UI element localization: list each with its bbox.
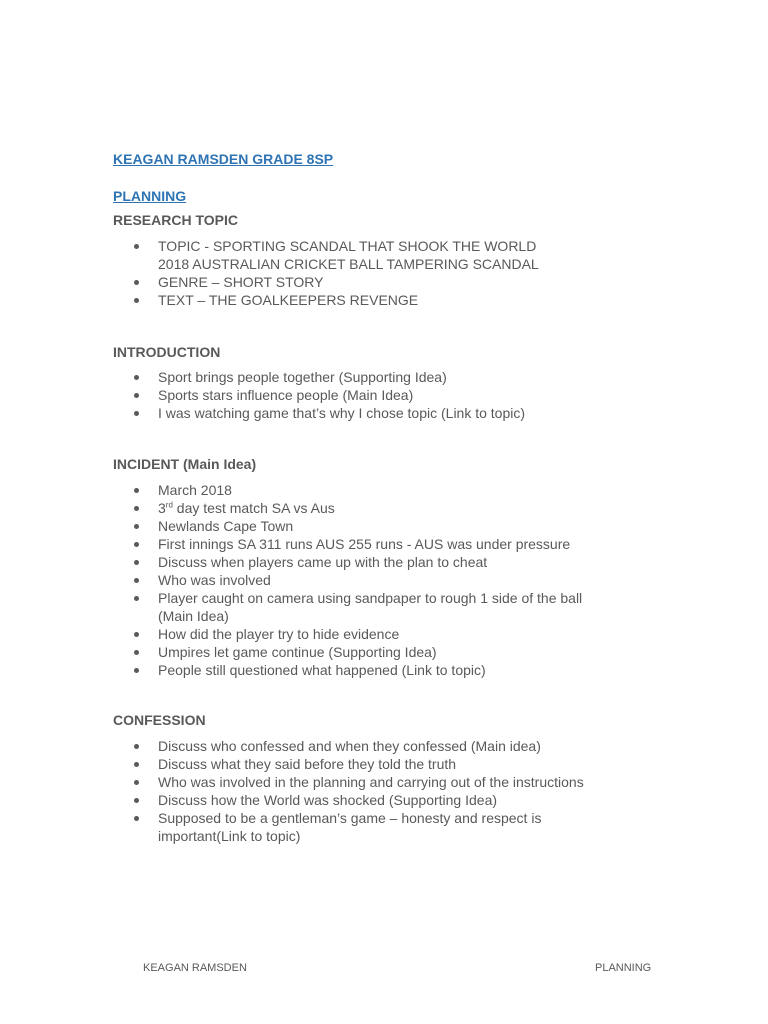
- introduction-heading: INTRODUCTION: [113, 344, 221, 360]
- planning-link[interactable]: PLANNING: [113, 188, 187, 204]
- list-item: TEXT – THE GOALKEEPERS REVENGE: [158, 291, 628, 309]
- list-item: TOPIC - SPORTING SCANDAL THAT SHOOK THE WORLD 2018 AUSTRALIAN CRICKET BALL TAMPERING SCANDAL: [158, 237, 628, 273]
- bullet-icon: [134, 668, 139, 673]
- bullet-icon: [134, 506, 139, 511]
- incident-heading: INCIDENT (Main Idea): [113, 456, 257, 472]
- list-item: Discuss how the World was shocked (Supporting Idea): [158, 791, 628, 809]
- bullet-icon: [134, 542, 139, 547]
- list-item: 3rd day test match SA vs Aus: [158, 499, 628, 517]
- list-item: Sports stars influence people (Main Idea): [158, 386, 628, 404]
- footer-section: PLANNING: [595, 962, 652, 974]
- bullet-icon: [134, 244, 139, 249]
- incident-list: [158, 481, 628, 679]
- list-item: First innings SA 311 runs AUS 255 runs - AUS was under pressure: [158, 535, 628, 553]
- list-item: Discuss what they said before they told the truth: [158, 755, 628, 773]
- bullet-icon: [134, 375, 139, 380]
- document-title-link[interactable]: KEAGAN RAMSDEN GRADE 8SP: [113, 151, 334, 167]
- bullet-icon: [134, 632, 139, 637]
- confession-heading: CONFESSION: [113, 712, 206, 728]
- list-item: Discuss who confessed and when they confessed (Main idea): [158, 737, 628, 755]
- bullet-icon: [134, 298, 139, 303]
- list-item: Sport brings people together (Supporting Idea): [158, 368, 628, 386]
- list-item: Who was involved: [158, 571, 628, 589]
- bullet-icon: [134, 488, 139, 493]
- bullet-icon: [134, 650, 139, 655]
- list-item: GENRE – SHORT STORY: [158, 273, 628, 291]
- list-item: Supposed to be a gentleman’s game – honesty and respect is important(Link to topic): [158, 809, 628, 845]
- confession-list: [158, 737, 628, 845]
- bullet-icon: [134, 578, 139, 583]
- research-topic-list: [158, 237, 628, 309]
- bullet-icon: [134, 524, 139, 529]
- list-item: Newlands Cape Town: [158, 517, 628, 535]
- bullet-icon: [134, 280, 139, 285]
- bullet-icon: [134, 798, 139, 803]
- bullet-icon: [134, 393, 139, 398]
- footer-author: KEAGAN RAMSDEN: [143, 962, 247, 974]
- list-item: Player caught on camera using sandpaper to rough 1 side of the ball (Main Idea): [158, 589, 628, 625]
- bullet-icon: [134, 560, 139, 565]
- list-item: Discuss when players came up with the plan to cheat: [158, 553, 628, 571]
- list-item: People still questioned what happened (Link to topic): [158, 661, 628, 679]
- bullet-icon: [134, 744, 139, 749]
- bullet-icon: [134, 816, 139, 821]
- list-item: How did the player try to hide evidence: [158, 625, 628, 643]
- list-item: Umpires let game continue (Supporting Idea): [158, 643, 628, 661]
- research-topic-heading: RESEARCH TOPIC: [113, 212, 238, 228]
- bullet-icon: [134, 780, 139, 785]
- list-item: March 2018: [158, 481, 628, 499]
- list-item: Who was involved in the planning and carrying out of the instructions: [158, 773, 628, 791]
- bullet-icon: [134, 596, 139, 601]
- list-item: I was watching game that’s why I chose topic (Link to topic): [158, 404, 628, 422]
- introduction-list: [158, 368, 628, 422]
- bullet-icon: [134, 411, 139, 416]
- bullet-icon: [134, 762, 139, 767]
